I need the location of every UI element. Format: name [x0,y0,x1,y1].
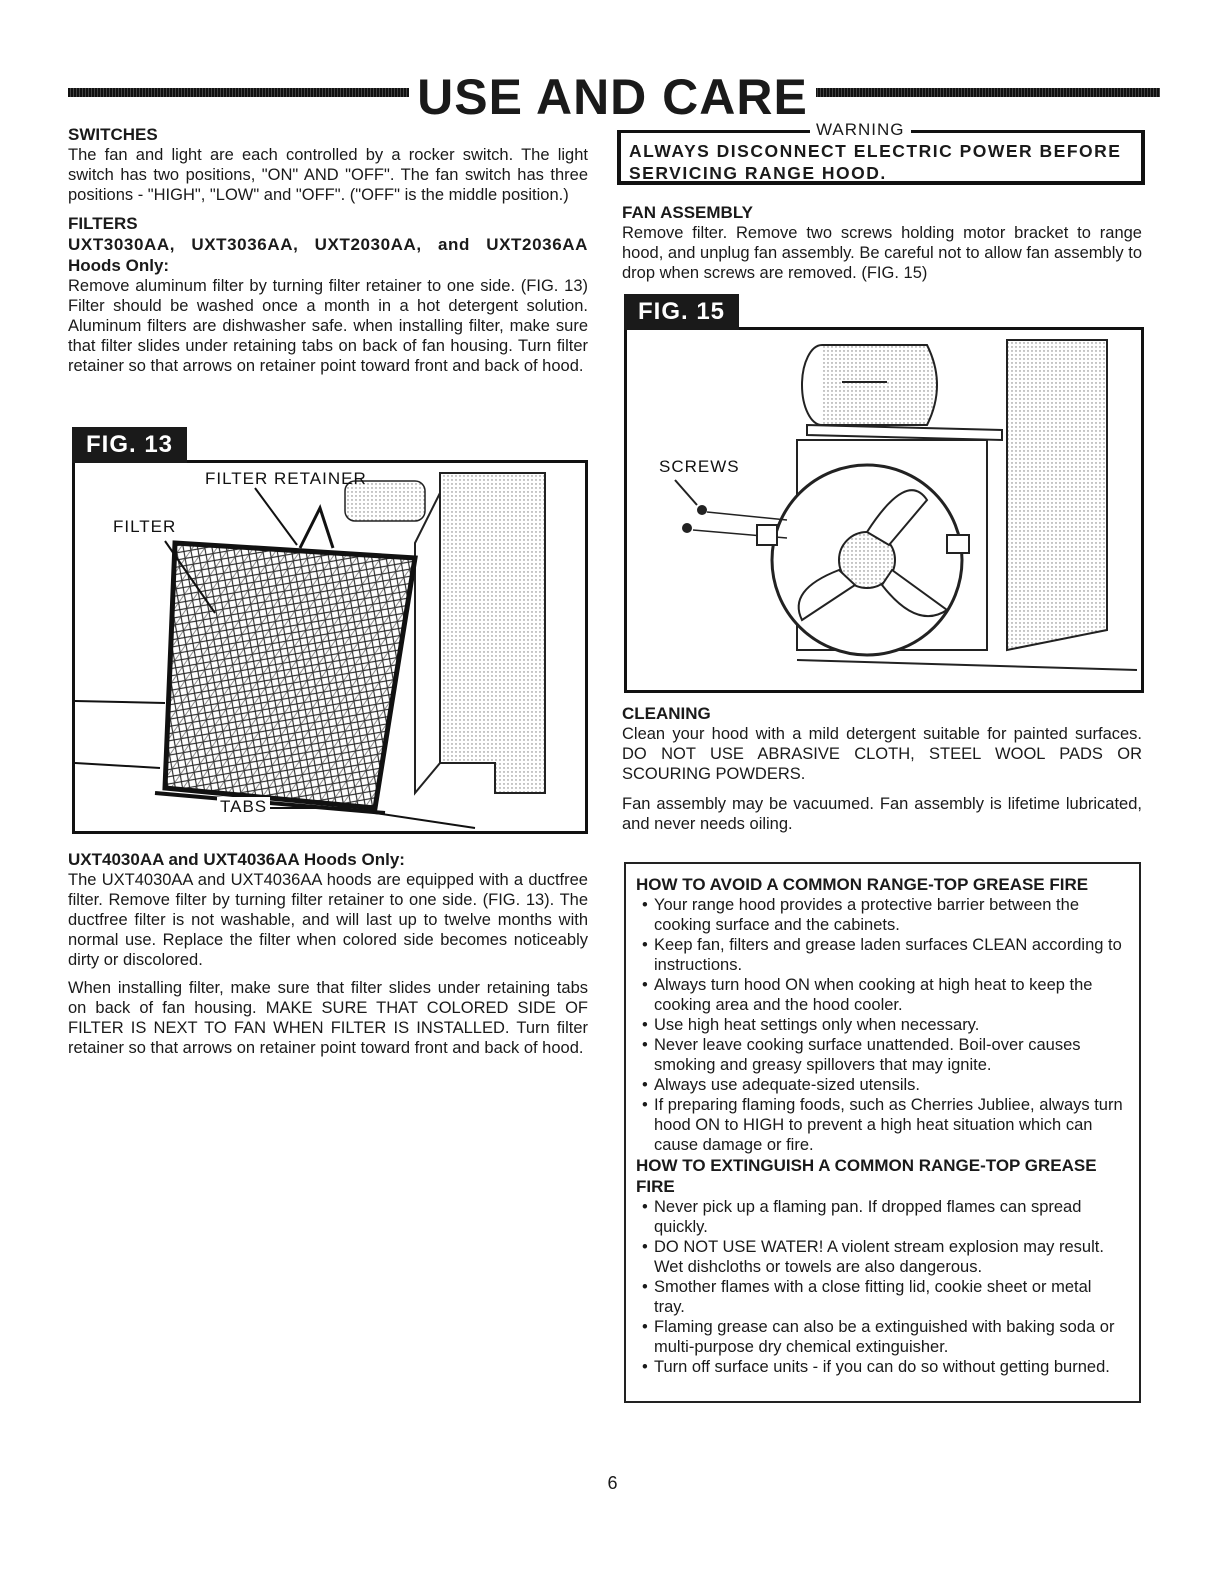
filters-text: Remove aluminum filter by turning filter retainer to one side. (FIG. 13) Filter should be washed once a month in a hot detergent solution. Aluminum filters are dishwasher safe. when installing filter, make sure that filter slides under retaining tabs on back of fan housing. Turn filter retainer so that arrows on retainer point toward front and back of hood. [68,277,588,375]
fan-assembly-heading: FAN ASSEMBLY [622,203,753,222]
filters-heading: FILTERS [68,214,138,233]
fig15-illustration [627,330,1141,690]
fig13-frame [72,431,588,834]
list-item: • Use high heat settings only when necessary. [636,1015,1123,1035]
filters-models: UXT3030AA, UXT3036AA, UXT2030AA, and UXT2036AA [68,235,588,254]
warning-text [629,140,1121,184]
cleaning-text-2: Fan assembly may be vacuumed. Fan assembly is lifetime lubricated, and never needs oiling. [622,795,1142,833]
grease-extinguish-heading: HOW TO EXTINGUISH A COMMON RANGE-TOP GREASE FIRE [636,1156,1097,1196]
list-item: • Flaming grease can also be a extinguished with baking soda or multi-purpose dry chemical extinguisher. [636,1317,1123,1357]
cleaning-section [622,703,1142,834]
list-item: • Never pick up a flaming pan. If dropped flames can spread quickly. [636,1197,1123,1237]
list-item: • Always turn hood ON when cooking at high heat to keep the cooking area and the hood cooler. [636,975,1123,1015]
fig13-label-retainer: FILTER RETAINER [205,469,367,488]
fig13-label-tabs: TABS [217,797,270,817]
fig15-tab: FIG. 15 [624,294,739,330]
cleaning-heading: CLEANING [622,704,711,723]
ductfree-section [68,849,588,1058]
warning-heading: WARNING [810,120,911,140]
grease-extinguish-list [636,1197,1123,1377]
filters-models-suffix: Hoods Only: [68,256,170,275]
grease-avoid-list [636,895,1123,1155]
list-item: • Your range hood provides a protective barrier between the cooking surface and the cabinets. [636,895,1123,935]
fig13-tab: FIG. 13 [72,427,187,463]
list-item: • Never leave cooking surface unattended. Boil-over causes smoking and greasy spillovers that may ignite. [636,1035,1123,1075]
switches-heading: SWITCHES [68,125,158,144]
list-item: • DO NOT USE WATER! A violent stream explosion may result. Wet dishcloths or towels are also dangerous. [636,1237,1123,1277]
list-item: • Turn off surface units - if you can do so without getting burned. [636,1357,1123,1377]
switches-text: The fan and light are each controlled by a rocker switch. The light switch has two positions, "ON" AND "OFF". The fan switch has three positions - "HIGH", "LOW" and "OFF". ("OFF" is the middle position.) [68,146,588,204]
page-number: 6 [607,1473,618,1493]
grease-fire-box [624,862,1141,1403]
list-item: • Keep fan, filters and grease laden surfaces CLEAN according to instructions. [636,935,1123,975]
fig15-label-screws: SCREWS [659,457,740,476]
left-column [68,124,588,376]
fig15-frame [624,298,1144,693]
warning-line-1: ALWAYS DISCONNECT ELECTRIC POWER BEFORE [629,141,1122,161]
fan-assembly-section [622,202,1142,283]
grease-avoid-heading: HOW TO AVOID A COMMON RANGE-TOP GREASE FIRE [636,875,1089,894]
page-title: USE AND CARE [0,72,1225,122]
list-item: • If preparing flaming foods, such as Cherries Jubliee, always turn hood ON to HIGH to prevent a high heat situation which can cause damage or fire. [636,1095,1123,1155]
warning-line-2: SERVICING RANGE HOOD. [629,163,887,183]
ductfree-text-2: When installing filter, make sure that filter slides under retaining tabs on back of fan housing. MAKE SURE THAT COLORED SIDE OF FILTER IS NEXT TO FAN WHEN FILTER IS INSTALLED. Turn filter retainer so that arrows on retainer point toward front and back of hood. [68,979,588,1057]
ductfree-heading: UXT4030AA and UXT4036AA Hoods Only: [68,850,405,869]
fan-assembly-text: Remove filter. Remove two screws holding motor bracket to range hood, and unplug fan assembly. Be careful not to allow fan assembly to drop when screws are removed. (FIG. 15) [622,224,1142,282]
cleaning-text-1: Clean your hood with a mild detergent suitable for painted surfaces. DO NOT USE ABRASIVE CLOTH, STEEL WOOL PADS OR SCOURING POWDERS. [622,725,1142,783]
ductfree-text-1: The UXT4030AA and UXT4036AA hoods are equipped with a ductfree filter. Remove filter by turning filter retainer to one side. (FIG. 13). The ductfree filter is not washable, and will last up to twelve months with normal use. Replace the filter when colored side becomes noticeably dirty or discolored. [68,871,588,969]
list-item: • Smother flames with a close fitting lid, cookie sheet or metal tray. [636,1277,1123,1317]
fig13-label-filter: FILTER [113,517,177,536]
list-item: • Always use adequate-sized utensils. [636,1075,1123,1095]
